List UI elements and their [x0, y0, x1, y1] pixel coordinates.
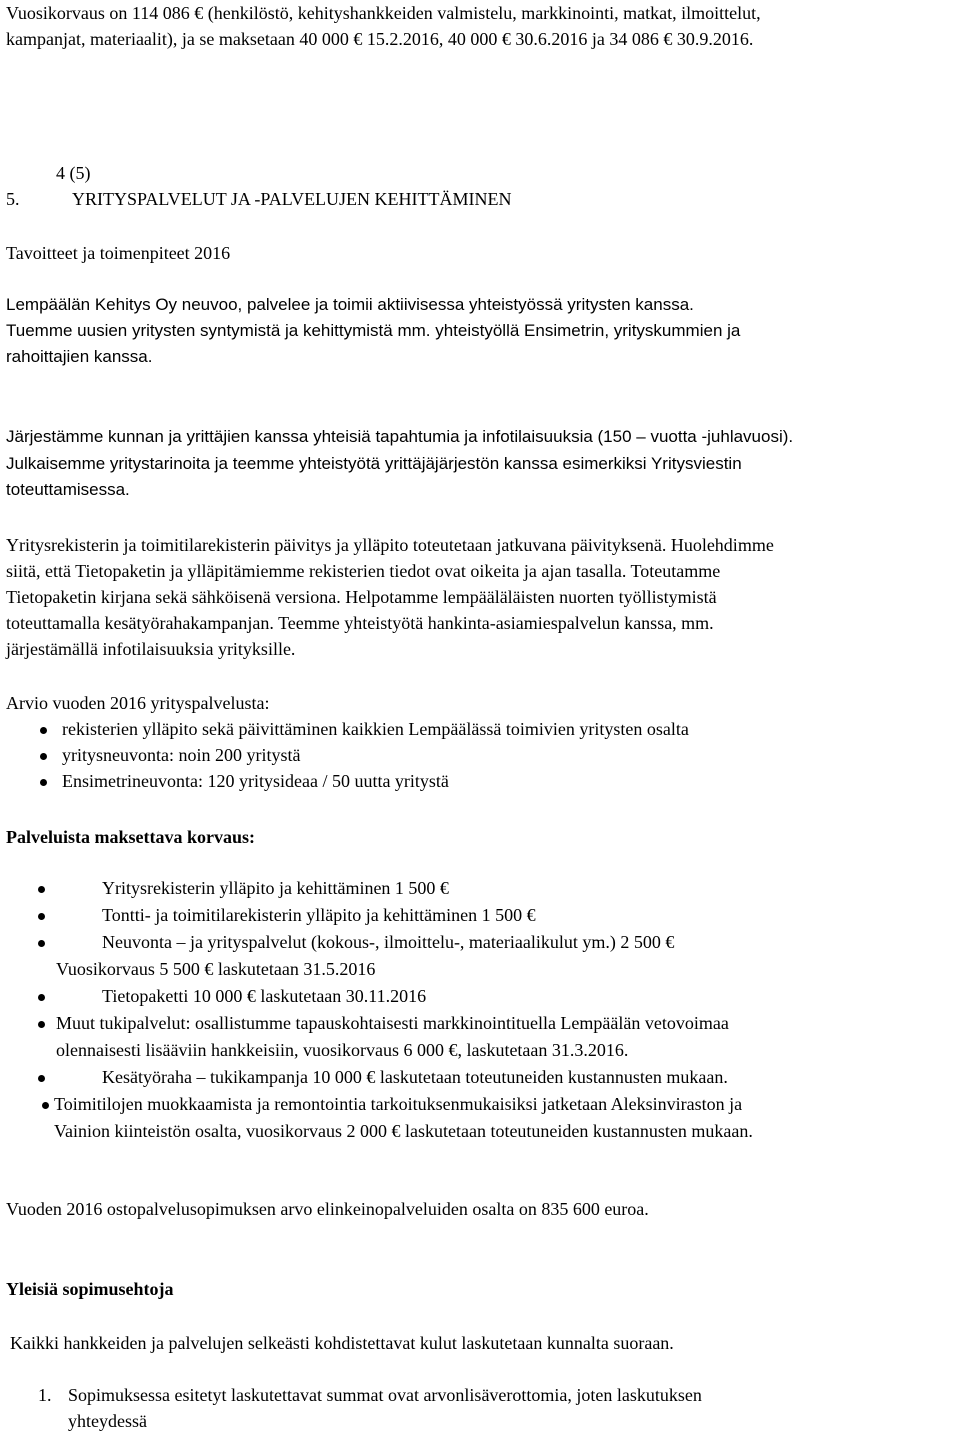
para2-line-2: Julkaisemme yritystarinoita ja teemme yhteistyötä yrittäjäjärjestön kanssa esimerkiksi Yritysviestin [6, 454, 742, 473]
estimate-item: rekisterien ylläpito sekä päivittäminen kaikkien Lempäälässä toimivien yritysten osalta [62, 719, 689, 739]
terms-intro: Kaikki hankkeiden ja palvelujen selkeästi kohdistettavat kulut laskutetaan kunnalta suoraan. [10, 1333, 674, 1353]
fees-heading: Palveluista maksettava korvaus: [6, 827, 255, 847]
bullet-icon [40, 779, 47, 786]
para3-line-1: Yritysrekisterin ja toimitilarekisterin päivitys ja ylläpito toteutetaan jatkuvana päivityksenä. Huolehdimme [6, 535, 774, 555]
bullet-icon [42, 1102, 49, 1109]
intro-line-2: kampanjat, materiaalit), ja se maksetaan 40 000 € 15.2.2016, 40 000 € 30.6.2016 ja 34 086 € 30.9.2016. [6, 29, 754, 49]
para2-line-1: Järjestämme kunnan ja yrittäjien kanssa yhteisiä tapahtumia ja infotilaisuuksia (150 – vuotta -juhlavuosi). [6, 427, 794, 446]
para3-line-5: järjestämällä infotilaisuuksia yrityksille. [6, 639, 296, 659]
bullet-icon [38, 913, 45, 920]
intro-line-1: Vuosikorvaus on 114 086 € (henkilöstö, kehityshankkeiden valmistelu, markkinointi, matkat, ilmoittelut, [6, 3, 761, 23]
section-number: 5. [6, 189, 20, 209]
bullet-icon [38, 994, 45, 1001]
terms-item-line-1: Sopimuksessa esitetyt laskutettavat summat ovat arvonlisäverottomia, joten laskutuksen [68, 1385, 702, 1405]
fee-item: Tontti- ja toimitilarekisterin ylläpito ja kehittäminen 1 500 € [102, 905, 536, 925]
section-subtitle: Tavoitteet ja toimenpiteet 2016 [6, 243, 231, 263]
fee-item: Tietopaketti 10 000 € laskutetaan 30.11.2016 [102, 986, 427, 1006]
list-number: 1. [38, 1385, 52, 1405]
fee-item-continuation: Vuosikorvaus 5 500 € laskutetaan 31.5.2016 [56, 959, 376, 979]
fee-item-continuation: olennaisesti lisääviin hankkeisiin, vuosikorvaus 6 000 €, laskutetaan 31.3.2016. [56, 1040, 629, 1060]
fee-item: Kesätyöraha – tukikampanja 10 000 € laskutetaan toteutuneiden kustannusten mukaan. [102, 1067, 728, 1087]
bullet-icon [40, 753, 47, 760]
fee-item: Yritysrekisterin ylläpito ja kehittäminen 1 500 € [102, 878, 449, 898]
para1-line-1: Lempäälän Kehitys Oy neuvoo, palvelee ja toimii aktiivisessa yhteistyössä yritysten kanssa. [6, 295, 694, 314]
fee-item-continuation: Vainion kiinteistön osalta, vuosikorvaus 2 000 € laskutetaan toteutuneiden kustannusten mukaan. [54, 1121, 753, 1141]
bullet-icon [38, 940, 45, 947]
para3-line-4: toteuttamalla kesätyörahakampanjan. Teemme yhteistyötä hankinta-asiamiespalvelun kanssa, mm. [6, 613, 714, 633]
para1-line-3: rahoittajien kanssa. [6, 347, 153, 366]
para2-line-3: toteuttamisessa. [6, 480, 130, 499]
para3-line-2: siitä, että Tietopaketin ja ylläpitämiemme rekisterien tiedot ovat oikeita ja ajan tasalla. Toteutamme [6, 561, 721, 581]
fee-item: Toimitilojen muokkaamista ja remontointia tarkoituksenmukaisiksi jatketaan Aleksinviraston ja [54, 1094, 743, 1114]
terms-heading: Yleisiä sopimusehtoja [6, 1279, 174, 1299]
bullet-icon [38, 886, 45, 893]
bullet-icon [38, 1075, 45, 1082]
contract-total: Vuoden 2016 ostopalvelusopimuksen arvo elinkeinopalveluiden osalta on 835 600 euroa. [6, 1199, 649, 1219]
para1-line-2: Tuemme uusien yritysten syntymistä ja kehittymistä mm. yhteistyöllä Ensimetrin, yrityskummien ja [6, 321, 741, 340]
estimate-item: yritysneuvonta: noin 200 yritystä [62, 745, 301, 765]
estimate-item: Ensimetrineuvonta: 120 yritysideaa / 50 uutta yritystä [62, 771, 449, 791]
page-number: 4 (5) [56, 163, 91, 183]
terms-item-line-2: yhteydessä [68, 1411, 147, 1431]
bullet-icon [40, 727, 47, 734]
estimate-heading: Arvio vuoden 2016 yrityspalvelusta: [6, 693, 270, 713]
fee-item: Neuvonta – ja yrityspalvelut (kokous-, ilmoittelu-, materiaalikulut ym.) 2 500 € [102, 932, 675, 952]
para3-line-3: Tietopaketin kirjana sekä sähköisenä versiona. Helpotamme lempääläläisten nuorten työllistymistä [6, 587, 717, 607]
bullet-icon [38, 1021, 45, 1028]
fee-item: Muut tukipalvelut: osallistumme tapauskohtaisesti markkinointituella Lempäälän vetovoimaa [56, 1013, 729, 1033]
section-title: YRITYSPALVELUT JA -PALVELUJEN KEHITTÄMINEN [72, 189, 512, 209]
